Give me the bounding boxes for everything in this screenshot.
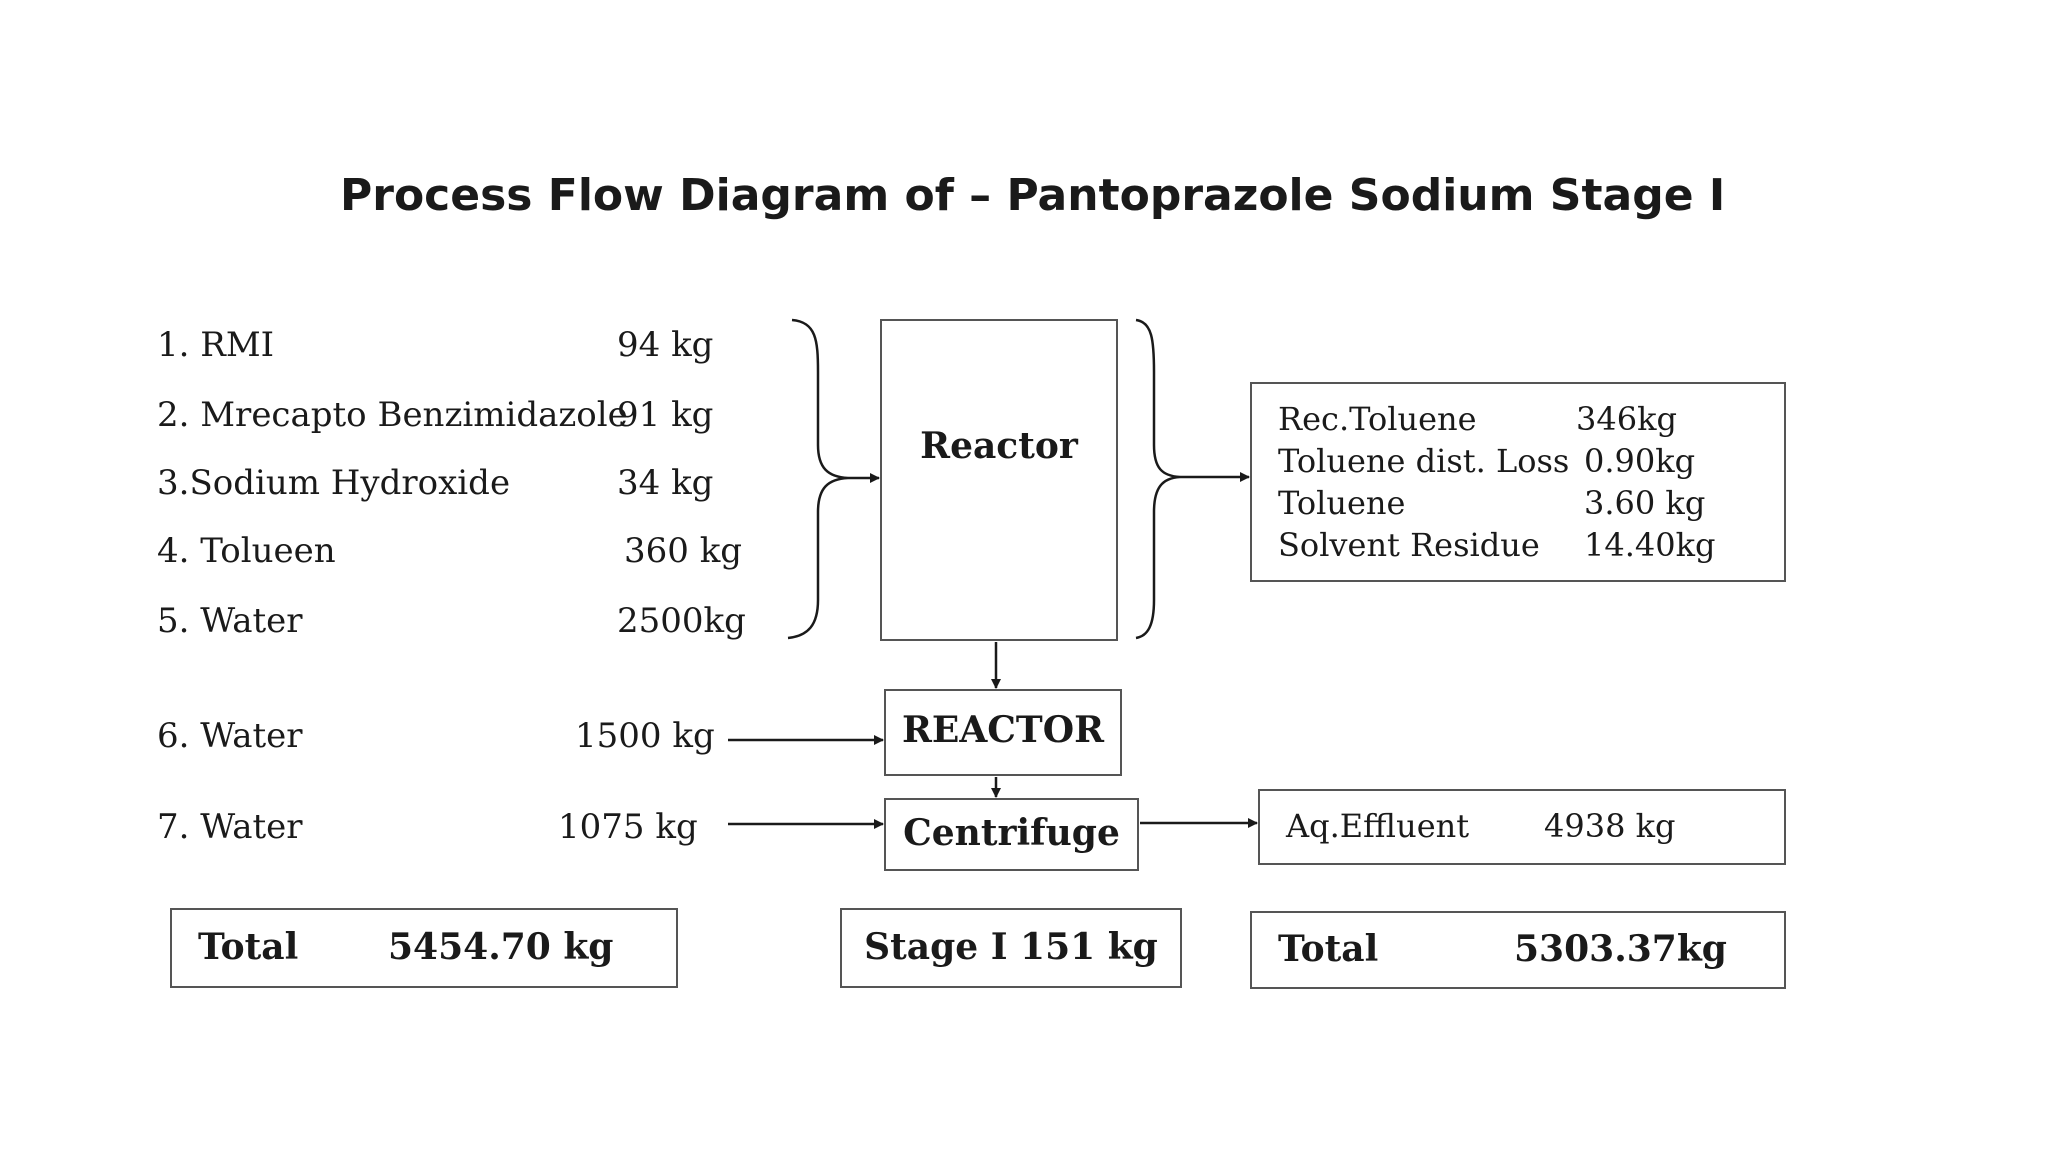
input-value: 360 kg [624,531,743,571]
input-value: 91 kg [617,395,714,435]
output-value: 0.90kg [1584,442,1696,480]
product-label: Stage I 151 kg [864,926,1158,968]
output-value: 14.40kg [1584,526,1716,564]
effluent-value: 4938 kg [1544,807,1676,845]
input-label: 6. Water [157,716,303,756]
total-output-label: Total [1278,928,1379,970]
effluent-label: Aq.Effluent [1286,807,1470,845]
output-label: Solvent Residue [1278,526,1540,564]
output-label: Toluene dist. Loss [1278,442,1570,480]
input-label: 3.Sodium Hydroxide [157,463,511,503]
input-label: 1. RMI [157,325,275,365]
input-label: 7. Water [157,807,303,847]
output-brace [1136,320,1180,638]
output-value: 3.60 kg [1584,484,1706,522]
input-brace [788,320,848,638]
centrifuge-label: Centrifuge [903,812,1120,854]
diagram-title: Process Flow Diagram of – Pantoprazole Sodium Stage I [340,170,1726,221]
input-label: 2. Mrecapto Benzimidazole [157,395,628,435]
input-label: 4. Tolueen [157,531,336,571]
output-label: Toluene [1278,484,1406,522]
input-value: 2500kg [617,601,746,641]
input-value: 1500 kg [575,716,715,756]
input-value: 1075 kg [558,807,698,847]
input-value: 34 kg [617,463,714,503]
reactor-label: Reactor [920,425,1078,467]
total-input-label: Total [198,926,299,968]
input-label: 5. Water [157,601,303,641]
total-output-value: 5303.37kg [1514,928,1727,970]
total-input-value: 5454.70 kg [388,926,614,968]
input-value: 94 kg [617,325,714,365]
output-label: Rec.Toluene [1278,400,1477,438]
output-value: 346kg [1576,400,1677,438]
reactor-2-label: REACTOR [901,709,1104,751]
